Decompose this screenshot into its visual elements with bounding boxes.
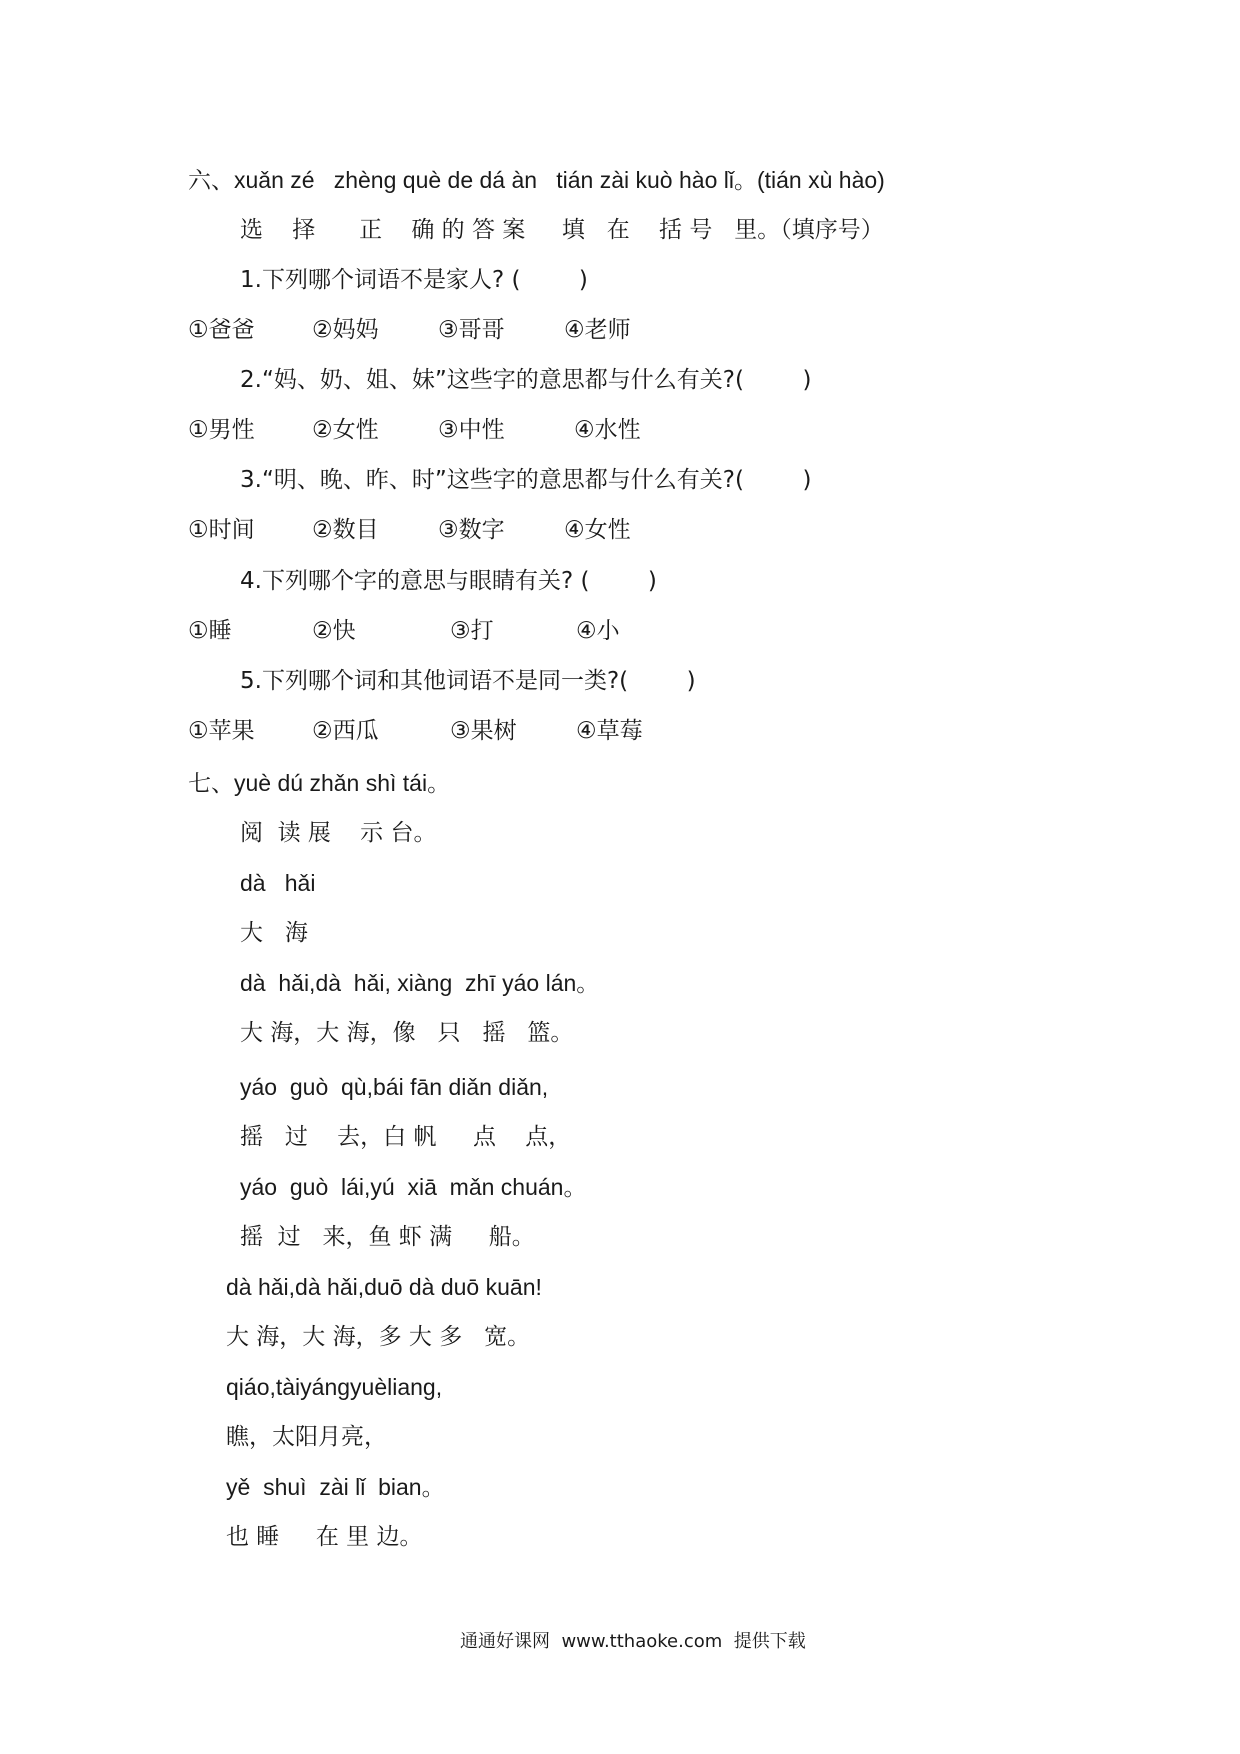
option-3d: ④女性 xyxy=(564,517,631,543)
option-2b: ②女性 xyxy=(312,417,379,443)
option-1b: ②妈妈 xyxy=(312,317,379,343)
question-3: 3.“明、晚、昨、时”这些字的意思都与什么有关?( ) xyxy=(240,467,812,493)
option-2d: ④水性 xyxy=(574,417,641,443)
question-4: 4.下列哪个字的意思与眼睛有关? ( ) xyxy=(240,568,657,594)
poem-line-6: 也 睡 在 里 边。 xyxy=(226,1524,423,1550)
section7-title: 七、yuè dú zhǎn shì tái。 xyxy=(188,770,451,796)
poem-line-3: 摇 过 来，鱼 虾 满 船。 xyxy=(240,1224,535,1250)
poem-line-3-pinyin: yáo guò lái,yú xiā mǎn chuán。 xyxy=(240,1174,587,1200)
poem-line-5: 瞧，太阳月亮， xyxy=(226,1424,387,1450)
poem-line-1-pinyin: dà hǎi,dà hǎi, xiàng zhī yáo lán。 xyxy=(240,970,600,996)
option-2a: ①男性 xyxy=(188,417,255,443)
option-1a: ①爸爸 xyxy=(188,317,255,343)
section7-subtitle: 阅 读 展 示 台。 xyxy=(240,820,437,846)
option-4c: ③打 xyxy=(450,618,494,644)
question-1: 1.下列哪个词语不是家人? ( ) xyxy=(240,267,588,293)
question-5: 5.下列哪个词和其他词语不是同一类?( ) xyxy=(240,668,696,694)
option-3a: ①时间 xyxy=(188,517,255,543)
section6-subtitle: 选 择 正 确 的 答 案 填 在 括 号 里。（填序号） xyxy=(240,217,884,243)
option-3b: ②数目 xyxy=(312,517,379,543)
question-2: 2.“妈、奶、姐、妹”这些字的意思都与什么有关?( ) xyxy=(240,367,812,393)
option-4d: ④小 xyxy=(576,618,620,644)
poem-line-4-pinyin: dà hǎi,dà hǎi,duō dà duō kuān! xyxy=(226,1274,542,1300)
footer-credit: 通通好课网 www.tthaoke.com 提供下载 xyxy=(460,1631,806,1652)
poem-line-2: 摇 过 去，白 帆 点 点， xyxy=(240,1124,572,1150)
section6-title: 六、xuǎn zé zhèng què de dá àn tián zài kuò hào lǐ。(tián xù hào) xyxy=(188,167,885,193)
option-5a: ①苹果 xyxy=(188,718,255,744)
poem-line-4: 大 海，大 海，多 大 多 宽。 xyxy=(226,1324,531,1350)
poem-line-2-pinyin: yáo guò qù,bái fān diǎn diǎn, xyxy=(240,1074,549,1100)
poem-line-6-pinyin: yě shuì zài lǐ bian。 xyxy=(226,1474,445,1500)
option-3c: ③数字 xyxy=(438,517,505,543)
option-4a: ①睡 xyxy=(188,618,232,644)
option-5c: ③果树 xyxy=(450,718,517,744)
poem-title: 大 海 xyxy=(240,920,308,946)
option-2c: ③中性 xyxy=(438,417,505,443)
poem-line-5-pinyin: qiáo,tàiyángyuèliang, xyxy=(226,1374,443,1400)
option-1c: ③哥哥 xyxy=(438,317,505,343)
option-5b: ②西瓜 xyxy=(312,718,379,744)
option-1d: ④老师 xyxy=(564,317,631,343)
option-4b: ②快 xyxy=(312,618,356,644)
poem-line-1: 大 海，大 海，像 只 摇 篮。 xyxy=(240,1020,574,1046)
option-5d: ④草莓 xyxy=(576,718,643,744)
poem-title-pinyin: dà hǎi xyxy=(240,870,316,896)
